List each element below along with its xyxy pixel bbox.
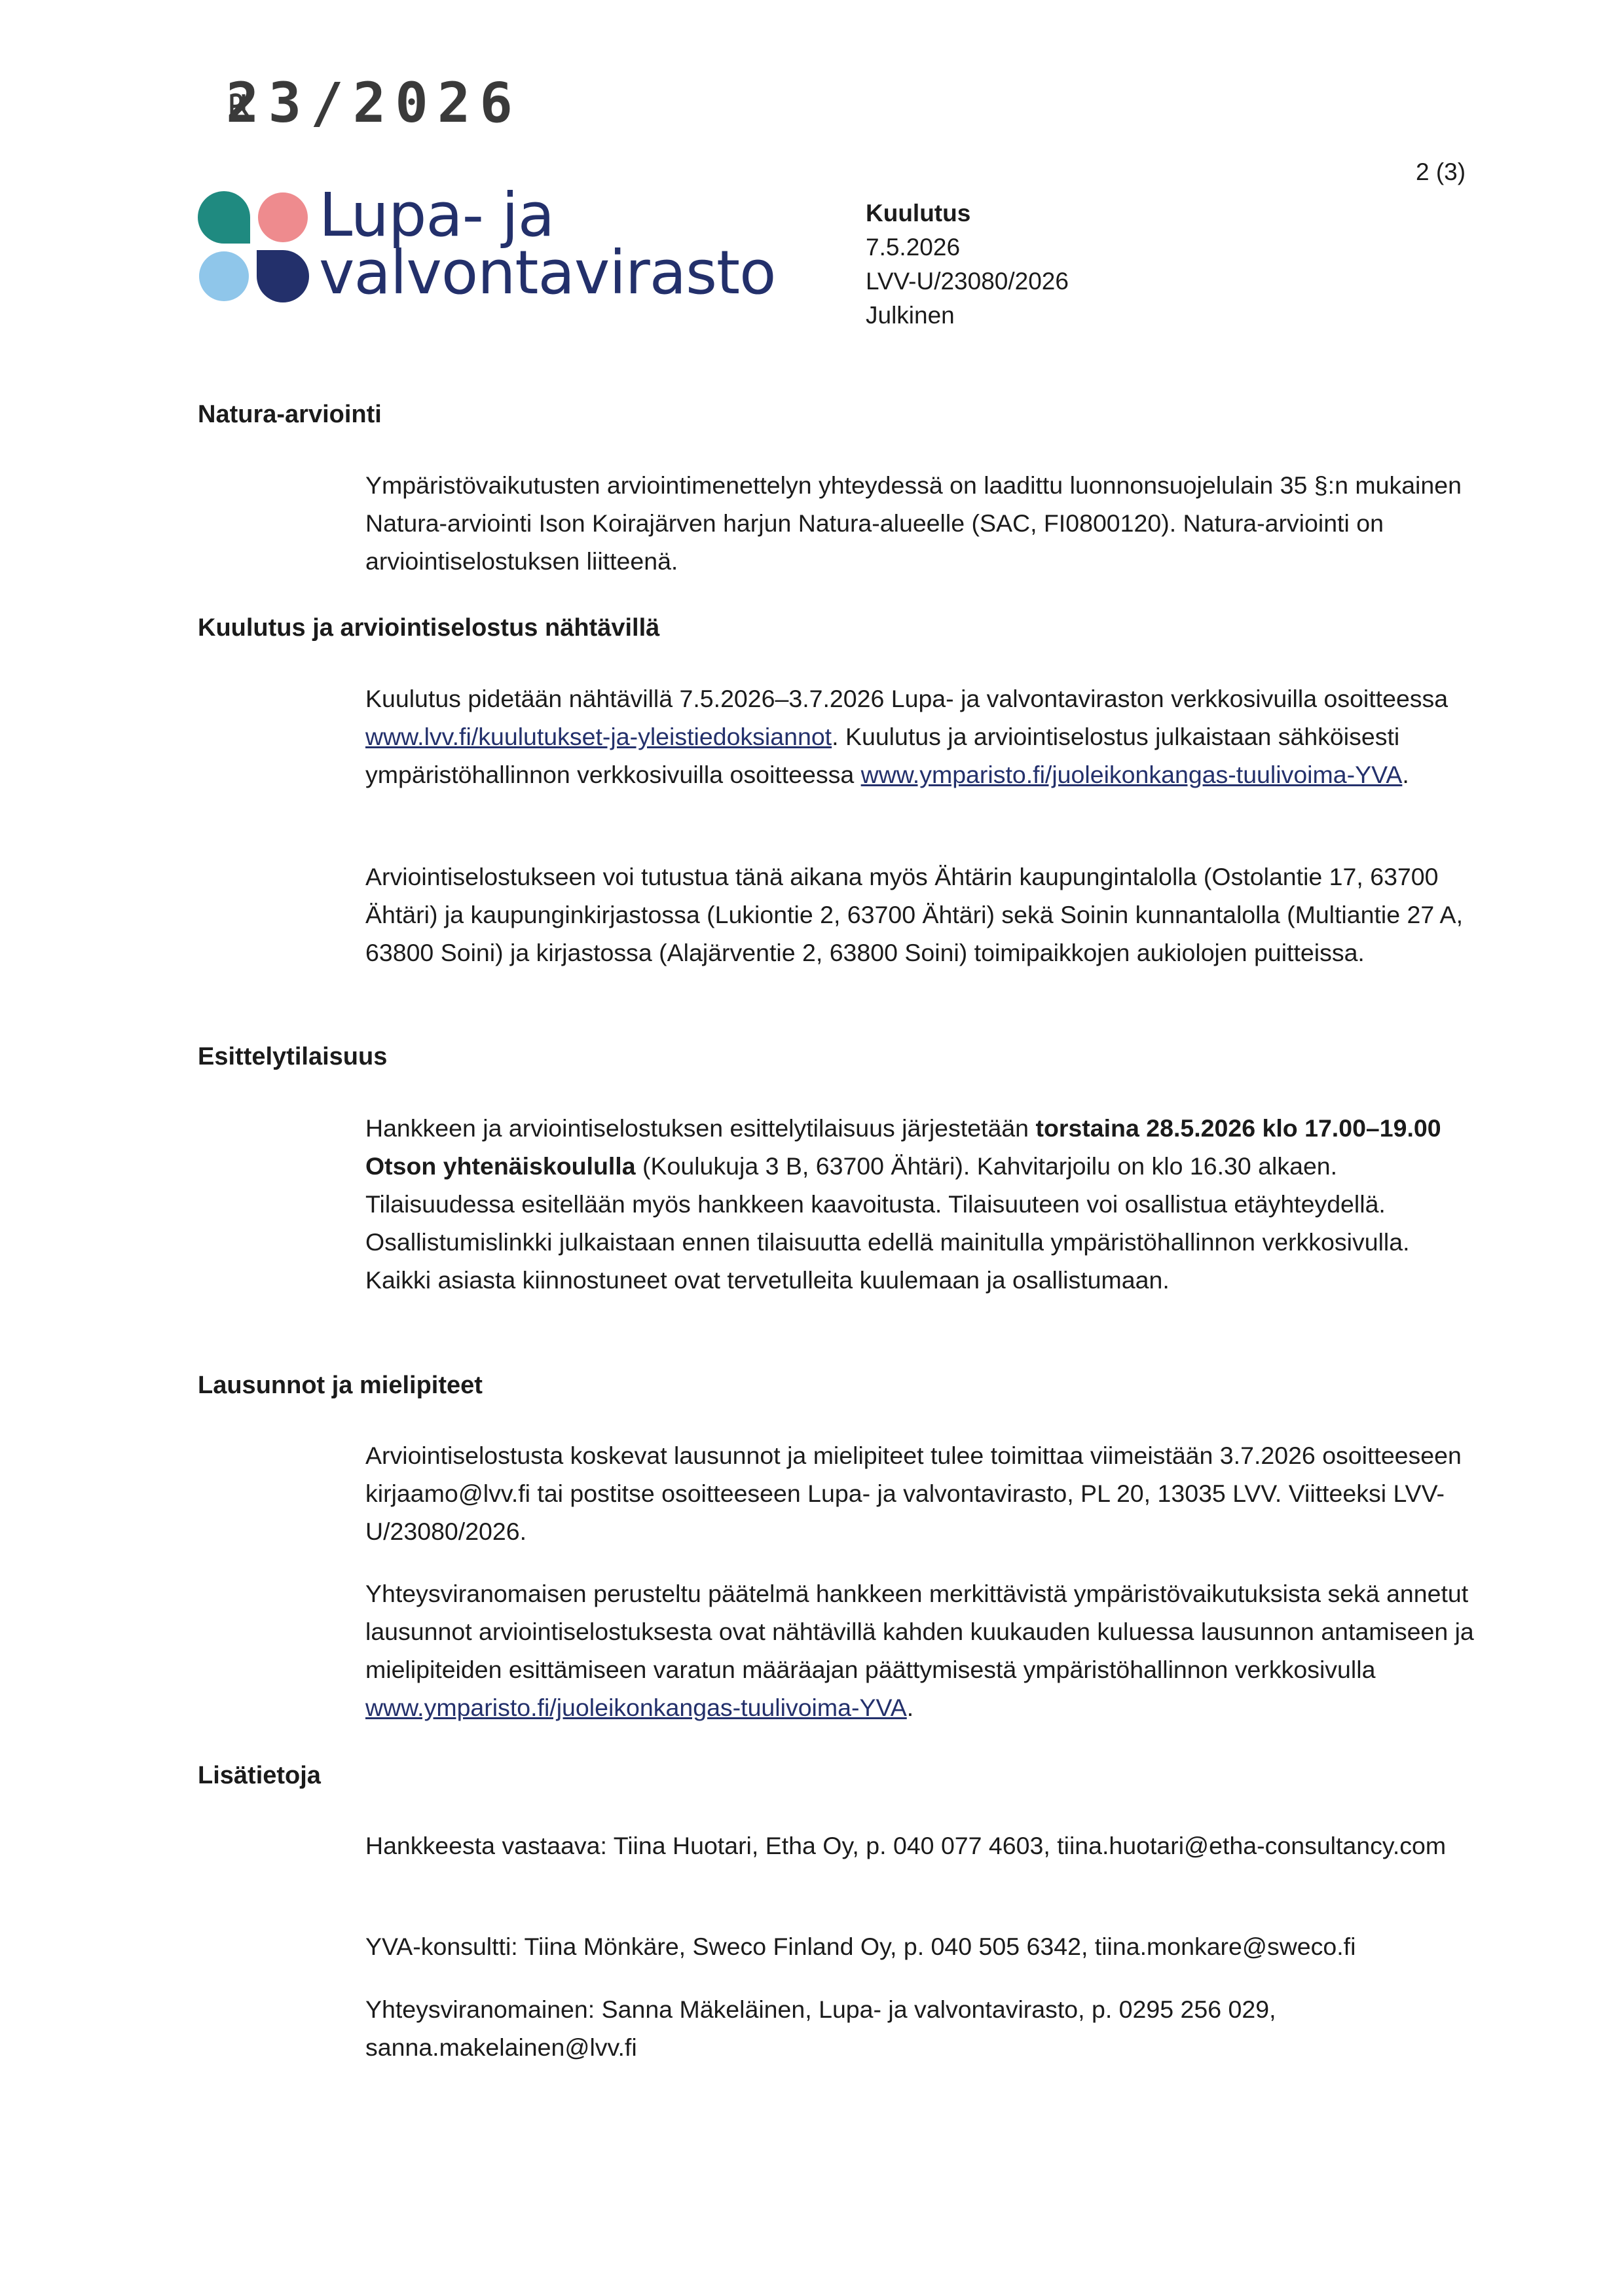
text-segment: Kuulutus pidetään nähtävillä 7.5.2026–3.7.2026 Lupa- ja valvontaviraston verkkosivuilla osoitteessa bbox=[365, 685, 1449, 712]
paragraph-kuulutus-1 bbox=[365, 680, 1479, 793]
link-ymparisto-yva[interactable]: www.ymparisto.fi/juoleikonkangas-tuulivoima-YVA bbox=[860, 761, 1403, 788]
text-segment: Yhteysviranomaisen perusteltu päätelmä hankkeen merkittävistä ympäristövaikutuksista sekä annetut lausunnot arviointiselostuksesta ovat nähtävillä kahden kuukauden kuluessa lausunnon antamiseen ja mielipiteiden esittämiseen varatun määräajan päättymisestä ympäristöhallinnon verkkosivulla bbox=[365, 1580, 1474, 1683]
event-datetime-location: torstaina 28.5.2026 klo 17.00–19.00 Otson yhtenäiskoululla bbox=[365, 1114, 1441, 1180]
paragraph-lausunnot-2 bbox=[365, 1575, 1479, 1726]
page-number: 2 (3) bbox=[1416, 158, 1466, 185]
text-segment: Hankkeen ja arviointiselostuksen esittelytilaisuus järjestetään bbox=[365, 1114, 1036, 1142]
heading-natura-arviointi: Natura-arviointi bbox=[198, 401, 382, 428]
paragraph-natura: Ympäristövaikutusten arviointimenettelyn yhteydessä on laadittu luonnonsuojelulain 35 §:n mukainen Natura-arviointi Ison Koirajärven harjun Natura-alueelle (SAC, FI0800120). Natura-arviointi on arviointiselostuksen liitteenä. bbox=[365, 471, 1462, 575]
document-visibility: Julkinen bbox=[866, 302, 955, 329]
link-ymparisto-yva[interactable]: www.ymparisto.fi/juoleikonkangas-tuulivoima-YVA bbox=[365, 1694, 907, 1721]
logo-line-1: Lupa- ja bbox=[319, 180, 555, 250]
agency-logo-text bbox=[319, 180, 776, 308]
document-date: 7.5.2026 bbox=[866, 234, 961, 261]
paragraph-kuulutus-2: Arviointiselostukseen voi tutustua tänä aikana myös Ähtärin kaupungintalolla (Ostolantie 17, 63700 Ähtäri) ja kaupunginkirjastossa (Lukiontie 2, 63700 Ähtäri) sekä Soinin kunnantalolla (Multiantie 27 A, 63800 Soini) ja kirjastossa (Alajärventie 2, 63800 Soini) toimipaikkojen aukiolojen puitteissa. bbox=[365, 863, 1463, 966]
document-reference: LVV-U/23080/2026 bbox=[866, 268, 1069, 295]
text-segment: . bbox=[1402, 761, 1409, 788]
document-stamp-number: 23/2026 bbox=[226, 71, 523, 135]
contact-project-owner: Hankkeesta vastaava: Tiina Huotari, Etha Oy, p. 040 077 4603, tiina.huotari@etha-consultancy.com bbox=[365, 1832, 1447, 1859]
heading-kuulutus-nahtavilla: Kuulutus ja arviointiselostus nähtävillä bbox=[198, 614, 660, 642]
document-type: Kuulutus bbox=[866, 200, 971, 227]
text-segment: . Kuulutus ja arviointiselostus julkaistaan sähköisesti ympäristöhallinnon verkkosivuilla osoitteessa bbox=[365, 723, 1400, 788]
document-meta bbox=[866, 196, 1069, 333]
agency-logo-icon bbox=[198, 191, 309, 302]
contact-consultant: YVA-konsultti: Tiina Mönkäre, Sweco Finland Oy, p. 040 505 6342, tiina.monkare@sweco.fi bbox=[365, 1933, 1356, 1960]
heading-lisatietoja: Lisätietoja bbox=[198, 1762, 321, 1789]
link-lvv-kuulutukset[interactable]: www.lvv.fi/kuulutukset-ja-yleistiedoksiannot bbox=[365, 723, 832, 750]
heading-lausunnot: Lausunnot ja mielipiteet bbox=[198, 1372, 483, 1399]
heading-esittelytilaisuus: Esittelytilaisuus bbox=[198, 1043, 388, 1070]
text-segment: . bbox=[906, 1694, 914, 1721]
text-segment: (Koulukuja 3 B, 63700 Ähtäri). Kahvitarjoilu on klo 16.30 alkaen. Tilaisuudessa esitellään myös hankkeen kaavoitusta. Tilaisuuteen voi osallistua etäyhteydellä. Osallistumislinkki julkaistaan ennen tilaisuutta edellä mainitulla ympäristöhallinnon verkkosivulla. Kaikki asiasta kiinnostuneet ovat tervetulleita kuulemaan ja osallistumaan. bbox=[365, 1152, 1410, 1294]
contact-authority: Yhteysviranomainen: Sanna Mäkeläinen, Lupa- ja valvontavirasto, p. 0295 256 029, sanna.makelainen@lvv.fi bbox=[365, 1995, 1276, 2061]
paragraph-lausunnot-1: Arviointiselostusta koskevat lausunnot ja mielipiteet tulee toimittaa viimeistään 3.7.2026 osoitteeseen kirjaamo@lvv.fi tai postitse osoitteeseen Lupa- ja valvontavirasto, PL 20, 13035 LVV. Viitteeksi LVV-U/23080/2026. bbox=[365, 1442, 1462, 1545]
logo-line-2: valvontavirasto bbox=[319, 238, 776, 308]
paragraph-esittely bbox=[365, 1109, 1479, 1299]
